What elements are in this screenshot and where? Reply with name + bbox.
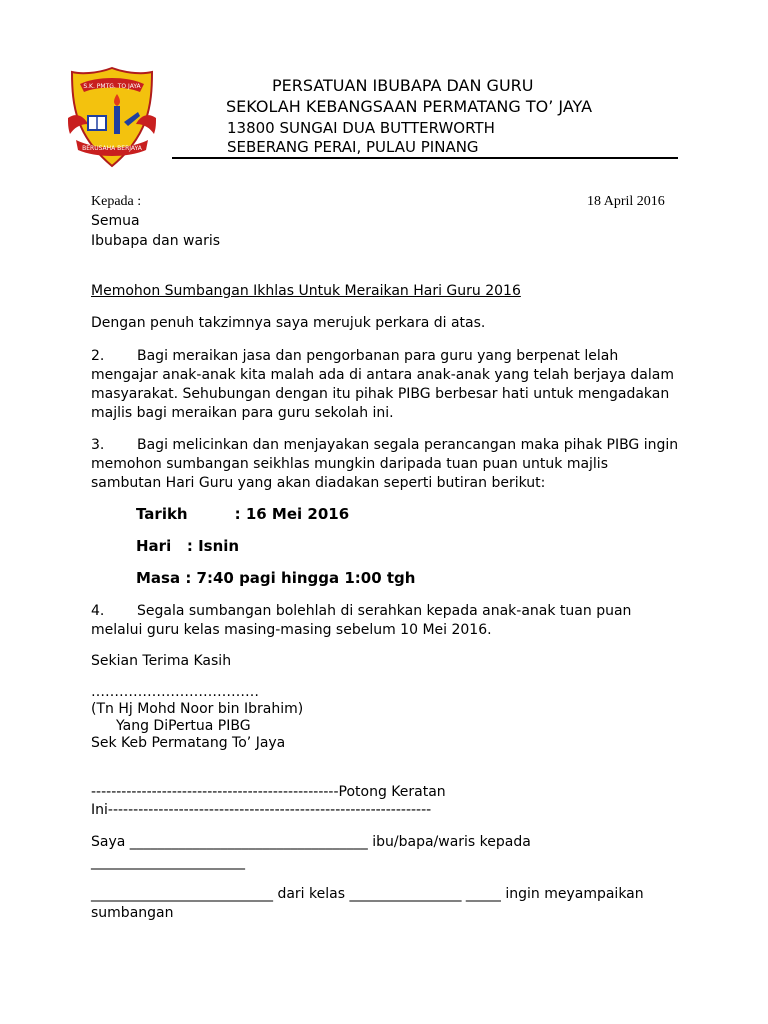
event-day: Hari : Isnin bbox=[136, 537, 240, 555]
cut-line-2: Ini---------------------------------------------------------------- bbox=[91, 802, 432, 818]
header-school-name: SEKOLAH KEBANGSAAN PERMATANG TO’ JAYA bbox=[226, 97, 593, 116]
logo-motto: BERUSAHA BERJAYA bbox=[82, 145, 142, 152]
cut-line-1: -------------------------------------------------Potong Keratan bbox=[91, 784, 446, 800]
slip-line-3: __________________________ dari kelas ________________ _____ ingin meyampaikan bbox=[91, 886, 644, 902]
recipient-line-2: Ibubapa dan waris bbox=[91, 233, 221, 249]
paragraph-4 bbox=[91, 602, 681, 640]
slip-line-4: sumbangan bbox=[91, 905, 174, 921]
header-org-name: PERSATUAN IBUBAPA DAN GURU bbox=[272, 76, 534, 95]
signatory-school: Sek Keb Permatang To’ Jaya bbox=[91, 735, 286, 751]
slip-line-2: ______________________ bbox=[91, 854, 245, 870]
event-time: Masa : 7:40 pagi hingga 1:00 tgh bbox=[136, 569, 416, 587]
paragraph-3-number: 3. bbox=[91, 437, 105, 453]
slip-line-1: Saya __________________________________ ibu/bapa/waris kepada bbox=[91, 834, 531, 850]
paragraph-3-text: Bagi melicinkan dan menjayakan segala perancangan maka pihak PIBG ingin memohon sumbangan seikhlas mungkin daripada tuan puan untuk majlis sambutan Hari Guru yang akan diadakan seperti butiran berikut: bbox=[91, 437, 679, 491]
recipient-line-1: Semua bbox=[91, 213, 140, 229]
header-address-1: 13800 SUNGAI DUA BUTTERWORTH bbox=[227, 119, 495, 137]
school-logo bbox=[66, 66, 158, 170]
paragraph-4-text: Segala sumbangan bolehlah di serahkan kepada anak-anak tuan puan melalui guru kelas masing-masing sebelum 10 Mei 2016. bbox=[91, 603, 632, 638]
logo-text: S.K. PMTG. TO JAYA bbox=[83, 83, 141, 90]
signatory-title: Yang DiPertua PIBG bbox=[116, 718, 251, 734]
opening-paragraph: Dengan penuh takzimnya saya merujuk perkara di atas. bbox=[91, 315, 486, 331]
letter-date: 18 April 2016 bbox=[587, 194, 665, 209]
signatory-name: (Tn Hj Mohd Noor bin Ibrahim) bbox=[91, 701, 304, 717]
signature-line: ……………………………… bbox=[91, 684, 259, 700]
paragraph-4-number: 4. bbox=[91, 603, 105, 619]
paragraph-3 bbox=[91, 436, 681, 493]
event-date: Tarikh : 16 Mei 2016 bbox=[136, 505, 350, 523]
paragraph-2-number: 2. bbox=[91, 348, 105, 364]
to-label: Kepada : bbox=[91, 194, 142, 209]
paragraph-2-text: Bagi meraikan jasa dan pengorbanan para guru yang berpenat lelah mengajar anak-anak kita malah ada di antara anak-anak yang telah berjaya dalam masyarakat. Sehubungan dengan itu pihak PIBG berbesar hati untuk mengadakan majlis bagi meraikan para guru sekolah ini. bbox=[91, 348, 674, 421]
closing-text: Sekian Terima Kasih bbox=[91, 653, 232, 669]
header-divider bbox=[172, 157, 678, 159]
letter-subject: Memohon Sumbangan Ikhlas Untuk Meraikan Hari Guru 2016 bbox=[91, 283, 521, 299]
header-address-2: SEBERANG PERAI, PULAU PINANG bbox=[227, 138, 479, 156]
paragraph-2 bbox=[91, 347, 681, 423]
